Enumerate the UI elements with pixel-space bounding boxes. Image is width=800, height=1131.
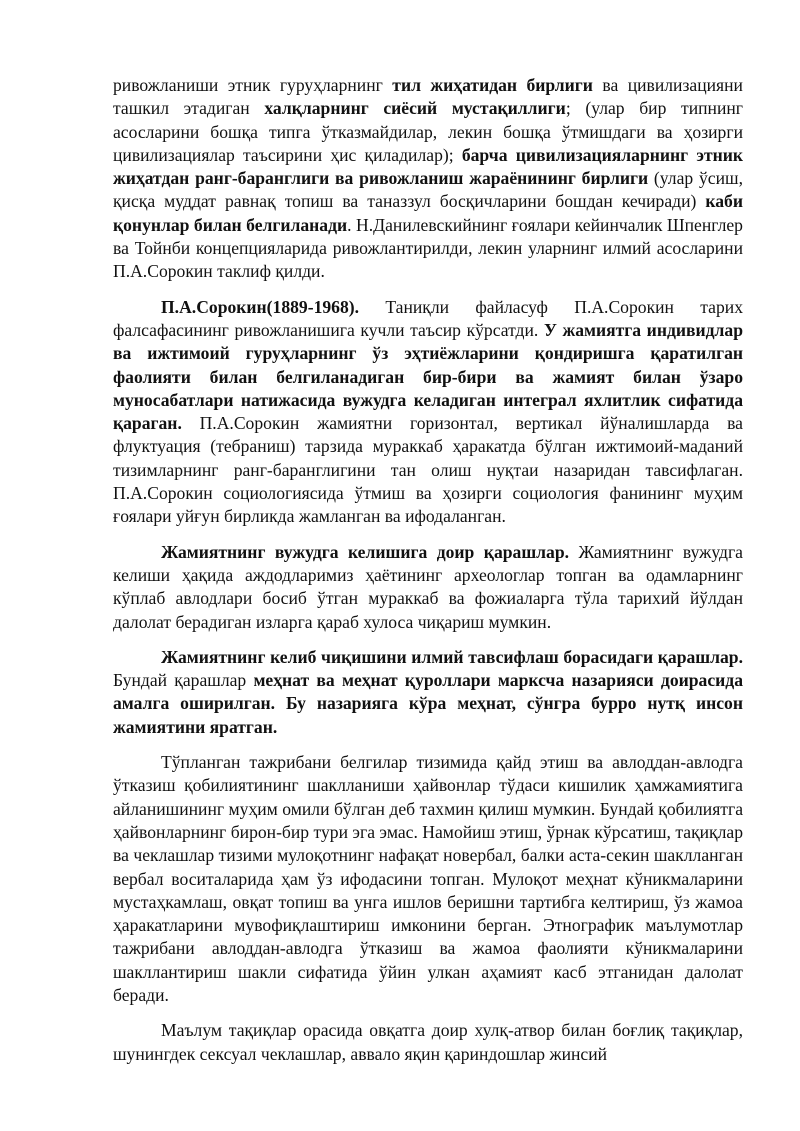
- paragraph-experience: [113, 751, 743, 1007]
- bold-text-run: каби қонунлар билан белгиланади: [113, 191, 743, 235]
- paragraph-taboos: [113, 1019, 743, 1066]
- text-run: ва цивилизацияни ташкил этадиган: [113, 75, 743, 119]
- section-heading: Жамиятнинг вужудга келишига доир қарашлар.: [161, 541, 570, 562]
- bold-text-run: халқларнинг сиёсий мустақиллиги: [264, 98, 566, 119]
- text-run: Жамиятнинг вужудга келиши ҳақида аждодларимиз ҳаётининг археологлар топган ва одамларнинг кўплаб авлодлари босиб ўтган мураккаб ва фожиаларга тўла тарихий йўлдан далолат берадиган изларга қараб хулоса чиқариш мумкин.: [113, 541, 743, 632]
- text-run: ривожланиши этник гуруҳларнинг: [113, 75, 393, 95]
- text-run: Маълум тақиқлар орасида овқатга доир хулқ-атвор билан боғлиқ тақиқлар, шунингдек сексуал чеклашлар, аввало яқин қариндошлар жинсий: [113, 1020, 743, 1064]
- bold-text-run: У жамиятга индивидлар ва ижтимоий гуруҳларнинг ўз эҳтиёжларини қондиришга қаратилган фаолияти билан белгиланадиган бир-бири ва жамият билан ўзаро муносабатлари натижасида вужудга келадиган интеграл яхлитлик сифатида қараган.: [113, 319, 743, 434]
- text-run: Бундай қарашлар: [113, 670, 254, 691]
- text-run: (улар ўсиш, қисқа муддат равнақ топиш ва таназзул босқичларини бошдан кечиради): [113, 168, 743, 212]
- paragraph-sorokin: [113, 296, 743, 529]
- paragraph-scientific-description: [113, 646, 743, 739]
- bold-text-run: тил жиҳатидан бирлиги: [392, 75, 593, 95]
- paragraph: [113, 74, 743, 284]
- section-heading: П.А.Сорокин(1889-1968).: [161, 296, 360, 317]
- text-run: Тўпланган тажрибани белгилар тизимида қайд этиш ва авлоддан-авлодга ўтказиш қобилиятининг шаклланиши ҳайвонлар тўдаси кишилик ҳамжамиятига айланишининг муҳим омили бўлган деб тахмин қилиш мумкин. Бундай қобилиятга ҳайвонларнинг бирон-бир тури эга эмас. Намойиш этиш, ўрнак кўрсатиш, тақиқлар ва чеклашлар тизими мулоқотнинг нафақат новербал, балки аста-секин шаклланган вербал воситаларида ҳам ўз ифодасини топган. Мулоқот меҳнат кўникмаларини мустаҳкамлаш, овқат топиш ва унга ишлов беришни тартибга келтириш, ўз жамоа ҳаракатларини мувофиқлаштириш имконини берган. Этнографик маълумотлар тажрибани авлоддан-авлодга ўтказиш ва жамоа фаолияти кўникмаларини шакллантириш шакли сифатида ўйин улкан аҳамият касб этганидан далолат беради.: [113, 752, 743, 1005]
- paragraph-society-emergence: [113, 541, 743, 634]
- section-heading: Жамиятнинг келиб чиқишини илмий тавсифлаш борасидаги қарашлар.: [161, 646, 743, 667]
- text-run: . Н.Данилевскийнинг ғоялари кейинчалик Шпенглер ва Тойнби концепцияларида ривожлантирилди, лекин уларнинг илмий асосларини П.А.Сорокин таклиф қилди.: [113, 214, 743, 282]
- text-run: Таниқли файласуф П.А.Сорокин тарих фалсафасининг ривожланишига кучли таъсир кўрсатди.: [113, 296, 743, 340]
- bold-text-run: меҳнат ва меҳнат қуроллари марксча назарияси доирасида амалга оширилган. Бу назарияга кўра меҳнат, сўнгра бурро нутқ инсон жамиятини яратган.: [113, 670, 743, 737]
- text-run: ; (улар бир типнинг асосларини бошқа типга ўтказмайдилар, лекин бошқа ўтмишдаги ва ҳозирги цивилизациялар таъсирини ҳис қиладилар);: [113, 98, 744, 165]
- text-run: П.А.Сорокин жамиятни горизонтал, вертикал йўналишларда ва флуктуация (тебраниш) тарзида мураккаб ҳаракатда бўлган ижтимоий-маданий тизимларнинг ранг-баранглигини тан олиш нуқтаи назаридан тавсифлаган. П.А.Сорокин социологиясида ўтмиш ва ҳозирги социология фанининг муҳим ғоялари уйғун бирликда жамланган ва ифодаланган.: [113, 413, 743, 527]
- bold-text-run: барча цивилизацияларнинг этник жиҳатдан ранг-баранглиги ва ривожланиш жараёнининг бирлиги: [113, 144, 744, 189]
